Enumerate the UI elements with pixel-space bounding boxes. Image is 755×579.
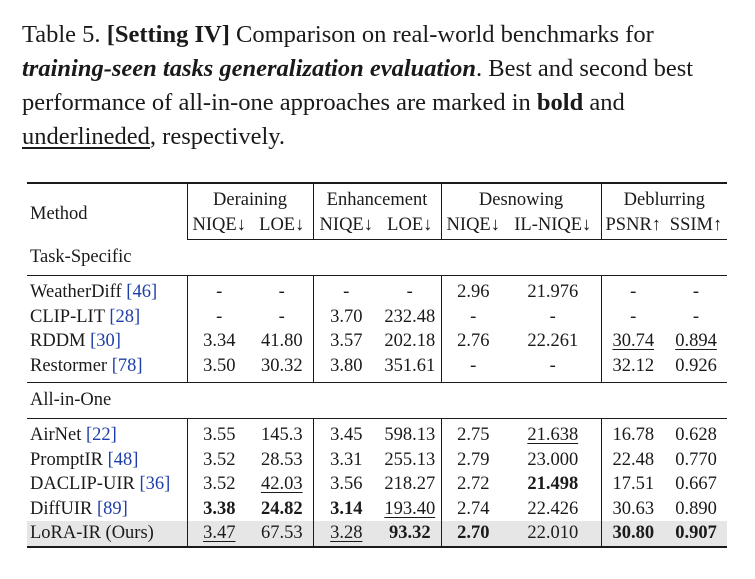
value-cell: 0.667: [675, 474, 717, 494]
citation-link[interactable]: [89]: [96, 498, 128, 519]
second-best-value: 42.03: [260, 474, 303, 494]
method-name: LoRA-IR (Ours): [30, 523, 154, 543]
value-cell: -: [406, 282, 413, 302]
value-cell: 3.70: [313, 305, 379, 330]
best-value: 0.907: [665, 521, 727, 547]
citation-link[interactable]: [48]: [107, 449, 139, 470]
value-cell: 32.12: [601, 354, 665, 383]
value-cell: 23.000: [527, 449, 579, 470]
method-cell: [27, 497, 187, 522]
caption-text-3: and: [583, 89, 625, 116]
metric-header: NIQE↓: [187, 213, 251, 240]
method-cell: [27, 354, 187, 383]
value-cell: -: [313, 276, 379, 305]
value-cell: [313, 521, 379, 547]
group-deblurring: Deblurring: [601, 183, 727, 213]
value-cell: -: [692, 282, 700, 302]
value-cell: 0.628: [675, 425, 717, 445]
method-cell: [27, 419, 187, 448]
citation-link[interactable]: [78]: [111, 355, 143, 376]
value-cell: -: [601, 305, 665, 330]
best-value: 93.32: [379, 521, 441, 547]
method-name: PromptIR: [30, 449, 108, 470]
section-row-task-specific: [27, 240, 727, 276]
value-cell: -: [549, 355, 556, 376]
citation-link[interactable]: [30]: [90, 331, 121, 351]
value-cell: -: [187, 305, 251, 330]
method-name: RDDM: [30, 331, 91, 351]
group-deraining: Deraining: [187, 183, 313, 213]
value-cell: 145.3: [260, 425, 303, 445]
results-table: [27, 182, 727, 548]
best-value: 3.14: [313, 497, 379, 522]
value-cell: 3.45: [313, 419, 379, 448]
value-cell: 3.50: [187, 354, 251, 383]
value-cell: 351.61: [384, 355, 436, 376]
value-cell: [379, 497, 441, 522]
value-cell: [505, 419, 601, 448]
table-row-ours: [27, 521, 727, 547]
value-cell: 2.75: [441, 419, 505, 448]
value-cell: 16.78: [601, 419, 665, 448]
value-cell: [601, 329, 665, 354]
value-cell: 232.48: [384, 306, 436, 327]
value-cell: 0.890: [675, 498, 717, 519]
second-best-value: 193.40: [384, 498, 436, 519]
second-best-value: 21.638: [527, 425, 579, 445]
second-best-value: 30.74: [612, 331, 655, 351]
method-cell: [27, 305, 187, 330]
metric-header: IL-NIQE↓: [505, 213, 601, 240]
table-caption: [22, 18, 738, 154]
value-cell: 22.010: [505, 521, 601, 547]
value-cell: 22.426: [527, 498, 579, 519]
metric-header: SSIM↑: [665, 213, 727, 240]
group-enhancement: Enhancement: [313, 183, 441, 213]
second-best-value: 3.47: [203, 523, 236, 543]
value-cell: 0.926: [675, 355, 717, 376]
value-cell: 3.31: [313, 448, 379, 473]
value-cell: 17.51: [601, 472, 665, 497]
second-best-value: 3.28: [330, 523, 363, 543]
caption-underline-word: underlineded: [22, 123, 150, 150]
value-cell: 21.976: [527, 282, 579, 302]
section-title: All-in-One: [27, 383, 727, 419]
method-name: WeatherDiff: [30, 282, 127, 302]
caption-text-2: . Best and second best performance of all-in-one approaches are marked in: [22, 55, 694, 116]
value-cell: 3.34: [187, 329, 251, 354]
value-cell: 2.76: [441, 329, 505, 354]
table-row: [27, 305, 727, 330]
value-cell: 3.80: [313, 354, 379, 383]
value-cell: 3.52: [187, 472, 251, 497]
value-cell: 2.96: [441, 276, 505, 305]
value-cell: -: [692, 306, 700, 327]
caption-bold-word: bold: [536, 89, 584, 116]
value-cell: 30.32: [260, 355, 303, 376]
caption-text-1: Comparison on real-world benchmarks for: [229, 21, 654, 48]
value-cell: 28.53: [260, 449, 303, 470]
method-header: Method: [27, 183, 187, 240]
table-row: [27, 329, 727, 354]
value-cell: 22.261: [527, 331, 579, 351]
value-cell: 3.57: [313, 329, 379, 354]
method-name: CLIP-LIT: [30, 306, 110, 327]
table-row: [27, 497, 727, 522]
value-cell: -: [278, 282, 285, 302]
method-name: DiffUIR: [30, 498, 97, 519]
value-cell: 2.72: [441, 472, 505, 497]
value-cell: 218.27: [384, 474, 436, 494]
table-row: [27, 276, 727, 305]
method-name: Restormer: [30, 355, 112, 376]
caption-setting: [Setting IV]: [106, 21, 230, 48]
caption-emphasis: training-seen tasks generalization evaluation: [22, 55, 476, 82]
method-cell: [27, 448, 187, 473]
method-cell: [27, 276, 187, 305]
citation-link[interactable]: [36]: [139, 474, 171, 494]
value-cell: 22.48: [601, 448, 665, 473]
citation-link[interactable]: [22]: [86, 425, 117, 445]
value-cell: 3.52: [187, 448, 251, 473]
metric-header: LOE↓: [379, 213, 441, 240]
value-cell: -: [549, 306, 556, 327]
value-cell: 598.13: [384, 425, 436, 445]
value-cell: 2.74: [441, 497, 505, 522]
method-cell: [27, 329, 187, 354]
value-cell: [251, 472, 313, 497]
table-row: [27, 448, 727, 473]
method-name: DACLIP-UIR: [30, 474, 140, 494]
metric-header: NIQE↓: [441, 213, 505, 240]
value-cell: 3.55: [187, 419, 251, 448]
value-cell: 255.13: [384, 449, 436, 470]
value-cell: 67.53: [251, 521, 313, 547]
caption-text-4: , respectively.: [149, 123, 286, 150]
header-row-groups: [27, 183, 727, 213]
best-value: 30.80: [601, 521, 665, 547]
method-name: AirNet: [30, 425, 86, 445]
value-cell: 202.18: [384, 331, 436, 351]
best-value: 24.82: [260, 498, 303, 519]
caption-label: Table 5.: [22, 21, 101, 48]
metric-header: LOE↓: [251, 213, 313, 240]
section-row-all-in-one: [27, 383, 727, 419]
value-cell: 2.79: [441, 448, 505, 473]
value-cell: 3.56: [313, 472, 379, 497]
method-cell: [27, 521, 187, 547]
value-cell: 30.63: [601, 497, 665, 522]
value-cell: [187, 521, 251, 547]
best-value: 3.38: [187, 497, 251, 522]
second-best-value: 0.894: [675, 331, 717, 351]
citation-link[interactable]: [28]: [109, 306, 141, 327]
metric-header: NIQE↓: [313, 213, 379, 240]
table-row: [27, 419, 727, 448]
value-cell: -: [441, 354, 505, 383]
table-row: [27, 354, 727, 383]
value-cell: -: [278, 306, 285, 327]
group-desnowing: Desnowing: [441, 183, 601, 213]
value-cell: [665, 329, 727, 354]
value-cell: 0.770: [675, 449, 717, 470]
value-cell: -: [601, 276, 665, 305]
best-value: 21.498: [527, 474, 579, 494]
method-cell: [27, 472, 187, 497]
value-cell: -: [187, 276, 251, 305]
metric-header: PSNR↑: [601, 213, 665, 240]
value-cell: 41.80: [260, 331, 303, 351]
value-cell: -: [441, 305, 505, 330]
section-title: Task-Specific: [27, 240, 727, 276]
table-row: [27, 472, 727, 497]
citation-link[interactable]: [46]: [126, 282, 158, 302]
best-value: 2.70: [441, 521, 505, 547]
